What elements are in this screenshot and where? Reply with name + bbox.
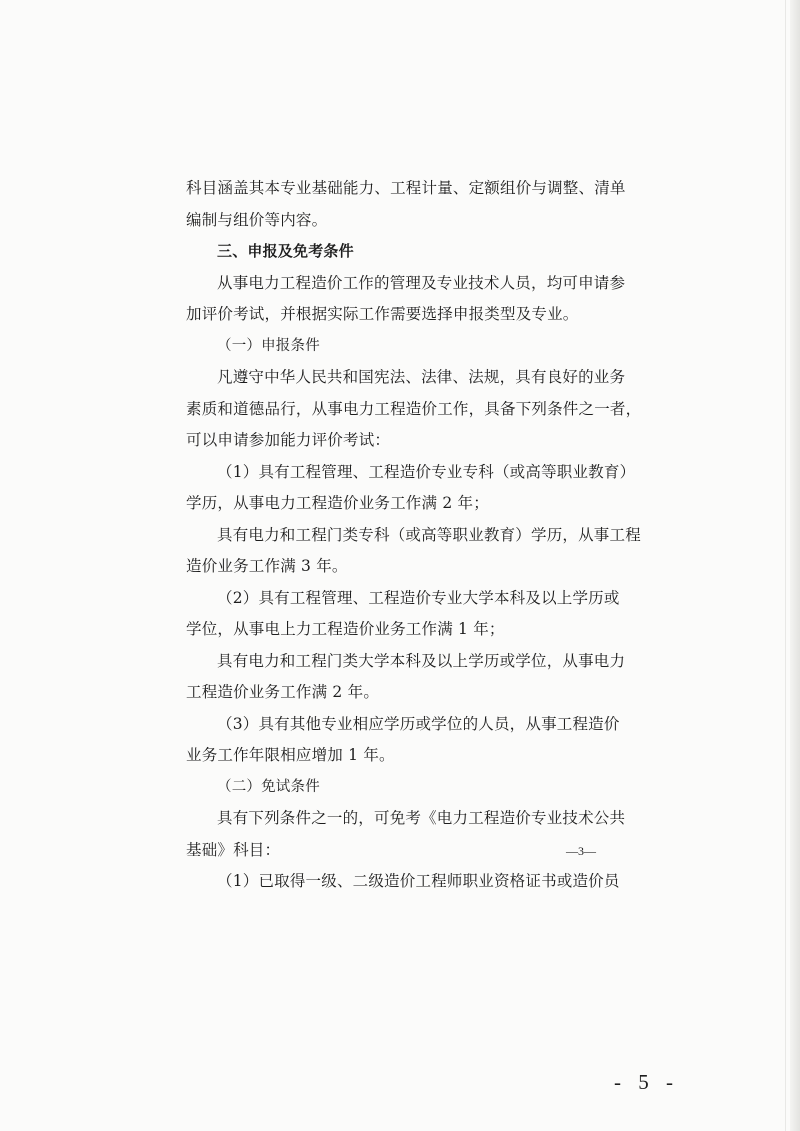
body-text-line: 工程造价业务工作满 2 年。 (186, 683, 380, 701)
body-text-line: 从事电力工程造价工作的管理及专业技术人员，均可申请参 (217, 273, 626, 292)
scan-edge (790, 0, 800, 1131)
document-body (186, 178, 642, 903)
body-text-line: 学位，从事电上力工程造价业务工作满 1 年； (186, 620, 505, 638)
body-text-line: （2）具有工程管理、工程造价专业大学本科及以上学历或 (217, 588, 620, 607)
body-text-line: 编制与组价等内容。 (186, 210, 328, 229)
body-text-line: （1）已取得一级、二级造价工程师职业资格证书或造价员 (217, 872, 620, 890)
scan-shadow-line (785, 0, 786, 1131)
subsection-heading: （二）免试条件 (217, 778, 320, 795)
body-text-line: 业务工作年限相应增加 1 年。 (186, 746, 395, 764)
body-text-line: 学历，从事电力工程造价业务工作满 2 年； (186, 494, 489, 512)
body-text-line: （1）具有工程管理、工程造价专业专科（或高等职业教育） (217, 462, 636, 481)
body-text-line: 凡遵守中华人民共和国宪法、法律、法规，具有良好的业务 (217, 368, 626, 386)
body-text-line: 具有电力和工程门类大学本科及以上学历或学位，从事电力 (217, 651, 626, 670)
inner-page-number: —3— (566, 844, 596, 858)
body-text-line: 具有电力和工程门类专科（或高等职业教育）学历，从事工程 (217, 525, 641, 544)
body-text-line: 加评价考试，并根据实际工作需要选择申报类型及专业。 (186, 305, 579, 323)
body-text-line: （3）具有其他专业相应学历或学位的人员，从事工程造价 (217, 714, 620, 733)
body-text-line: 科目涵盖其本专业基础能力、工程计量、定额组价与调整、清单 (186, 179, 626, 197)
body-text-line: 具有下列条件之一的，可免考《电力工程造价专业技术公共 (217, 809, 626, 827)
body-text-line: 素质和道德品行，从事电力工程造价工作，具备下列条件之一者， (186, 399, 642, 418)
outer-page-number: - 5 - (614, 1070, 679, 1094)
subsection-heading: （一）申报条件 (217, 337, 320, 354)
body-text-line: 可以申请参加能力评价考试： (186, 431, 391, 449)
body-text-line: 基础》科目： (186, 840, 281, 859)
section-heading: 三、申报及免考条件 (217, 242, 354, 260)
body-text-line: 造价业务工作满 3 年。 (186, 557, 348, 575)
